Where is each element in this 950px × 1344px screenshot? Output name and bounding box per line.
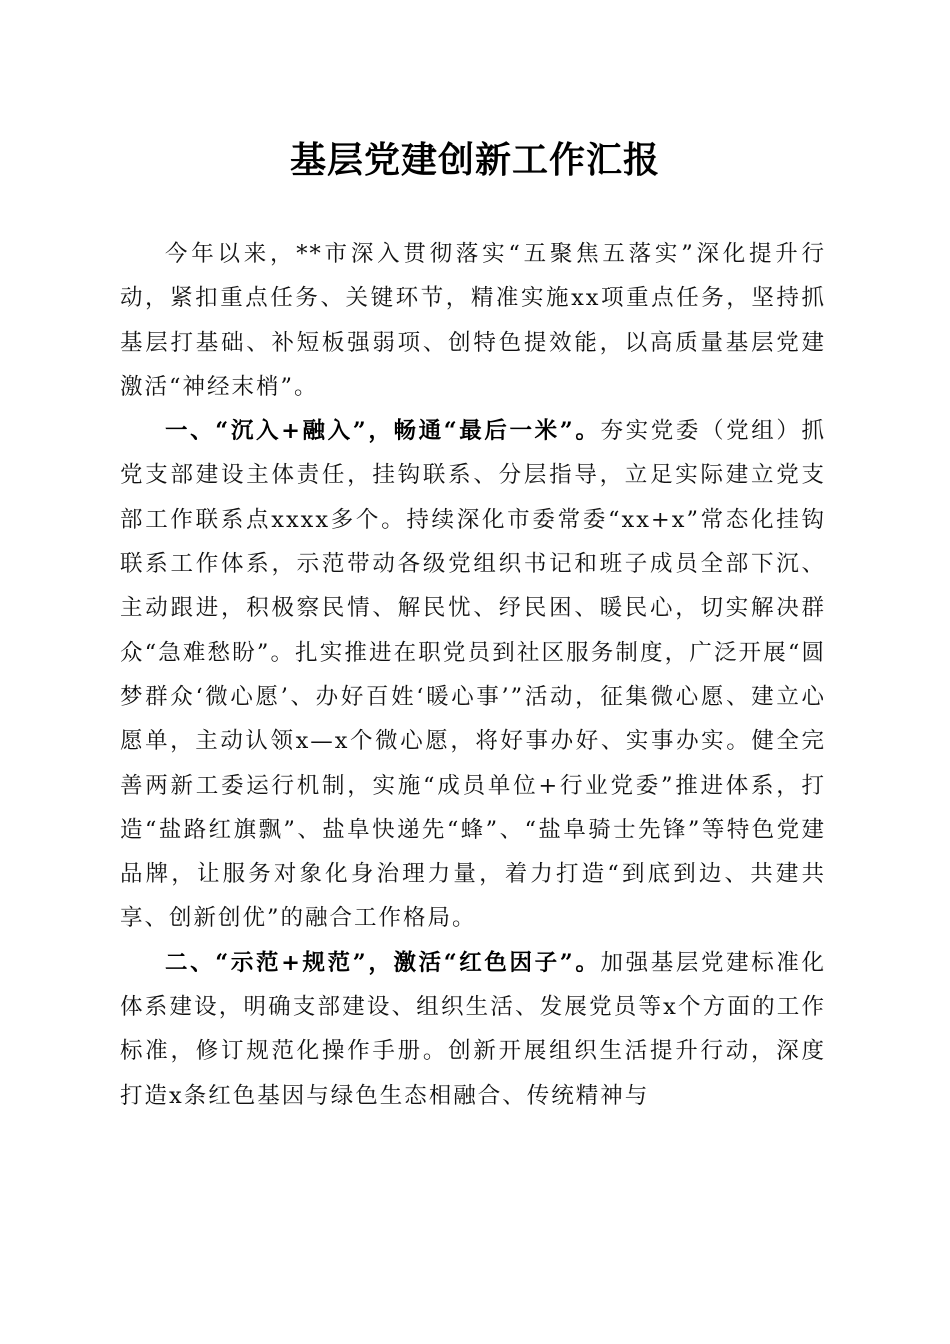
document-title: 基层党建创新工作汇报 <box>289 139 660 181</box>
document-body <box>120 232 826 1118</box>
intro-paragraph: 今年以来，**市深入贯彻落实“五聚焦五落实”深化提升行动，紧扣重点任务、关键环节，精准实施xx项重点任务，坚持抓基层打基础、补短板强弱项、创特色提效能，以高质量基层党建激活“神经末梢”。 <box>120 241 826 400</box>
section-2-text: 加强基层党建标准化体系建设，明确支部建设、组织生活、发展党员等x个方面的工作标准，修订规范化操作手册。创新开展组织生活提升行动，深度打造x条红色基因与绿色生态相融合、传统精神与 <box>120 949 826 1109</box>
section-1-paragraph <box>120 409 826 941</box>
section-2-heading: 二、“示范+规范”，激活“红色因子”。 <box>165 949 601 976</box>
section-1-heading: 一、“沉入+融入”，畅通“最后一米”。 <box>165 418 601 445</box>
section-2-paragraph <box>120 941 826 1118</box>
section-1-text: 夯实党委（党组）抓党支部建设主体责任，挂钩联系、分层指导，立足实际建立党支部工作联系点xxxx多个。持续深化市委常委“xx+x”常态化挂钩联系工作体系，示范带动各级党组织书记和班子成员全部下沉、主动跟进，积极察民情、解民忧、纾民困、暖民心，切实解决群众“急难愁盼”。扎实推进在职党员到社区服务制度，广泛开展“圆梦群众‘微心愿’、办好百姓‘暖心事’”活动，征集微心愿、建立心愿单，主动认领x—x个微心愿，将好事办好、实事办实。健全完善两新工委运行机制，实施“成员单位+行业党委”推进体系，打造“盐路红旗飘”、盐阜快递先“蜂”、“盐阜骑士先锋”等特色党建品牌，让服务对象化身治理力量，着力打造“到底到边、共建共享、创新创优”的融合工作格局。 <box>120 418 826 932</box>
